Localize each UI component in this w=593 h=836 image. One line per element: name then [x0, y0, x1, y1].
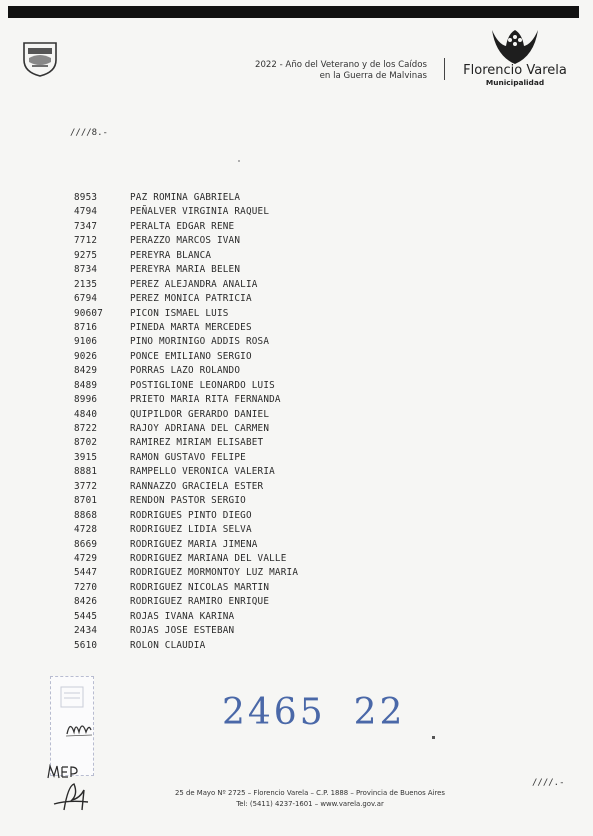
- roster-number: 4729: [74, 552, 98, 564]
- roster-row: [74, 494, 298, 508]
- roster-row: [74, 205, 298, 219]
- roster-row: [74, 307, 298, 321]
- brand-name: Florencio Varela: [463, 63, 567, 78]
- roster-number: 5610: [74, 639, 98, 651]
- roster-number: 2135: [74, 278, 98, 290]
- roster-name: PEREZ ALEJANDRA ANALIA: [130, 278, 258, 290]
- roster-row: [74, 220, 298, 234]
- roster-name: RAJOY ADRIANA DEL CARMEN: [130, 423, 270, 434]
- roster-name: PORRAS LAZO ROLANDO: [130, 365, 241, 377]
- case-number-part-2: 22: [353, 692, 406, 733]
- roster-row: [74, 278, 298, 292]
- roster-row: [74, 610, 298, 624]
- roster-name: RODRIGUEZ LIDIA SELVA: [130, 524, 252, 536]
- roster-row: [74, 451, 298, 465]
- roster-number: 8489: [74, 379, 98, 391]
- roster-number: 6794: [74, 293, 98, 305]
- footer-contact-line: Tel: (5411) 4237-1601 – www.varela.gov.ar: [236, 800, 384, 808]
- roster-number: 8996: [74, 394, 98, 406]
- brand-block: [460, 63, 570, 87]
- roster-number: 5447: [74, 567, 98, 579]
- roster-row: [74, 191, 298, 205]
- roster-number: 7347: [74, 220, 98, 232]
- roster-name: RODRIGUEZ MARIA JIMENA: [130, 538, 258, 550]
- roster-name: RENDON PASTOR SERGIO: [130, 495, 246, 507]
- speck: [238, 160, 240, 162]
- roster-row: [74, 639, 298, 653]
- roster-number: 4840: [74, 408, 98, 420]
- roster-row: [74, 595, 298, 609]
- roster-number: 8881: [74, 466, 98, 478]
- roster-name: PRIETO MARIA RITA FERNANDA: [130, 394, 281, 406]
- handwritten-signature-icon: [44, 764, 96, 814]
- roster-number: 8716: [74, 321, 98, 333]
- roster-name: POSTIGLIONE LEONARDO LUIS: [130, 379, 275, 391]
- roster-row: [74, 249, 298, 263]
- roster-row: [74, 538, 298, 552]
- roster-row: [74, 509, 298, 523]
- roster-number: 8426: [74, 596, 98, 608]
- roster-name: ROLON CLAUDIA: [130, 639, 206, 651]
- roster-number: 8429: [74, 365, 98, 377]
- roster-row: [74, 393, 298, 407]
- roster-number: 7270: [74, 581, 98, 593]
- faint-stamp-mark-icon: [59, 685, 85, 709]
- roster-number: 8868: [74, 509, 98, 521]
- handwritten-initials-icon: [64, 716, 94, 738]
- roster-row: [74, 263, 298, 277]
- footer-address: [150, 788, 470, 810]
- roster-number: 9026: [74, 350, 98, 362]
- roster-name: RODRIGUEZ MARIANA DEL VALLE: [130, 552, 287, 564]
- roster-row: [74, 480, 298, 494]
- roster-row: [74, 292, 298, 306]
- roster-name: PEREZ MONICA PATRICIA: [130, 293, 252, 305]
- roster-name: RAMPELLO VERONICA VALERIA: [130, 466, 275, 478]
- roster-number: 8701: [74, 495, 98, 507]
- continuation-marker: ////.-: [532, 778, 565, 788]
- roster-number: 8702: [74, 437, 98, 449]
- roster-name: RODRIGUEZ RAMIRO ENRIQUE: [130, 596, 270, 608]
- roster-name: ROJAS IVANA KARINA: [130, 610, 235, 622]
- roster-number: 4794: [74, 206, 98, 218]
- roster-name: QUIPILDOR GERARDO DANIEL: [130, 408, 270, 420]
- roster-name: PICON ISMAEL LUIS: [130, 307, 229, 319]
- roster-number: 8734: [74, 264, 98, 276]
- commemorative-motto: [197, 60, 427, 82]
- roster-name: RODRIGUEZ MORMONTOY LUZ MARIA: [130, 567, 299, 579]
- roster-number: 2434: [74, 625, 98, 637]
- ink-dot: [432, 736, 435, 739]
- florencio-varela-logo-icon: [488, 26, 542, 66]
- municipal-crest-icon: [20, 40, 60, 78]
- roster-number: 8669: [74, 538, 98, 550]
- roster-name: RODRIGUEZ NICOLAS MARTIN: [130, 581, 270, 593]
- header-divider: [444, 58, 445, 80]
- roster-name: RAMIREZ MIRIAM ELISABET: [130, 437, 264, 449]
- roster-row: [74, 465, 298, 479]
- roster-row: [74, 581, 298, 595]
- top-black-bar: [8, 6, 579, 18]
- roster-number: 3772: [74, 480, 98, 492]
- roster-number: 9106: [74, 336, 98, 348]
- footer-address-line: 25 de Mayo Nº 2725 – Florencio Varela – C.P. 1888 – Provincia de Buenos Aires: [174, 789, 445, 797]
- roster-name: RODRIGUES PINTO DIEGO: [130, 509, 252, 521]
- roster-name: RAMON GUSTAVO FELIPE: [130, 451, 246, 463]
- roster-name: ROJAS JOSE ESTEBAN: [130, 625, 235, 637]
- roster-name: PERAZZO MARCOS IVAN: [130, 235, 241, 247]
- personnel-roster: [74, 191, 298, 653]
- case-number-stamp: [222, 692, 405, 733]
- roster-row: [74, 552, 298, 566]
- roster-row: [74, 321, 298, 335]
- roster-row: [74, 234, 298, 248]
- roster-number: 9275: [74, 249, 98, 261]
- roster-row: [74, 624, 298, 638]
- roster-row: [74, 335, 298, 349]
- roster-name: PERALTA EDGAR RENE: [130, 220, 235, 232]
- roster-number: 90607: [74, 307, 103, 319]
- roster-row: [74, 523, 298, 537]
- motto-line-2: en la Guerra de Malvinas: [319, 71, 427, 81]
- roster-number: 7712: [74, 235, 98, 247]
- roster-name: PEÑALVER VIRGINIA RAQUEL: [130, 206, 270, 218]
- roster-number: 8953: [74, 192, 98, 203]
- roster-row: [74, 364, 298, 378]
- roster-row: [74, 422, 298, 436]
- roster-row: [74, 379, 298, 393]
- roster-row: [74, 436, 298, 450]
- brand-subtitle: Municipalidad: [485, 78, 545, 87]
- roster-name: RANNAZZO GRACIELA ESTER: [130, 480, 264, 492]
- roster-name: PINEDA MARTA MERCEDES: [130, 321, 252, 333]
- roster-name: PAZ ROMINA GABRIELA: [130, 192, 241, 203]
- page-marker: ////8.-: [70, 128, 108, 138]
- roster-name: PEREYRA MARIA BELEN: [130, 264, 241, 276]
- roster-row: [74, 408, 298, 422]
- motto-line-1: 2022 - Año del Veterano y de los Caídos: [255, 60, 427, 70]
- roster-name: PINO MORINIGO ADDIS ROSA: [130, 336, 270, 348]
- roster-number: 3915: [74, 451, 98, 463]
- roster-row: [74, 566, 298, 580]
- roster-number: 5445: [74, 610, 98, 622]
- roster-name: PONCE EMILIANO SERGIO: [130, 350, 252, 362]
- roster-number: 8722: [74, 423, 98, 434]
- roster-number: 4728: [74, 524, 98, 536]
- roster-name: PEREYRA BLANCA: [130, 249, 212, 261]
- roster-row: [74, 350, 298, 364]
- case-number-part-1: 2465: [222, 692, 326, 733]
